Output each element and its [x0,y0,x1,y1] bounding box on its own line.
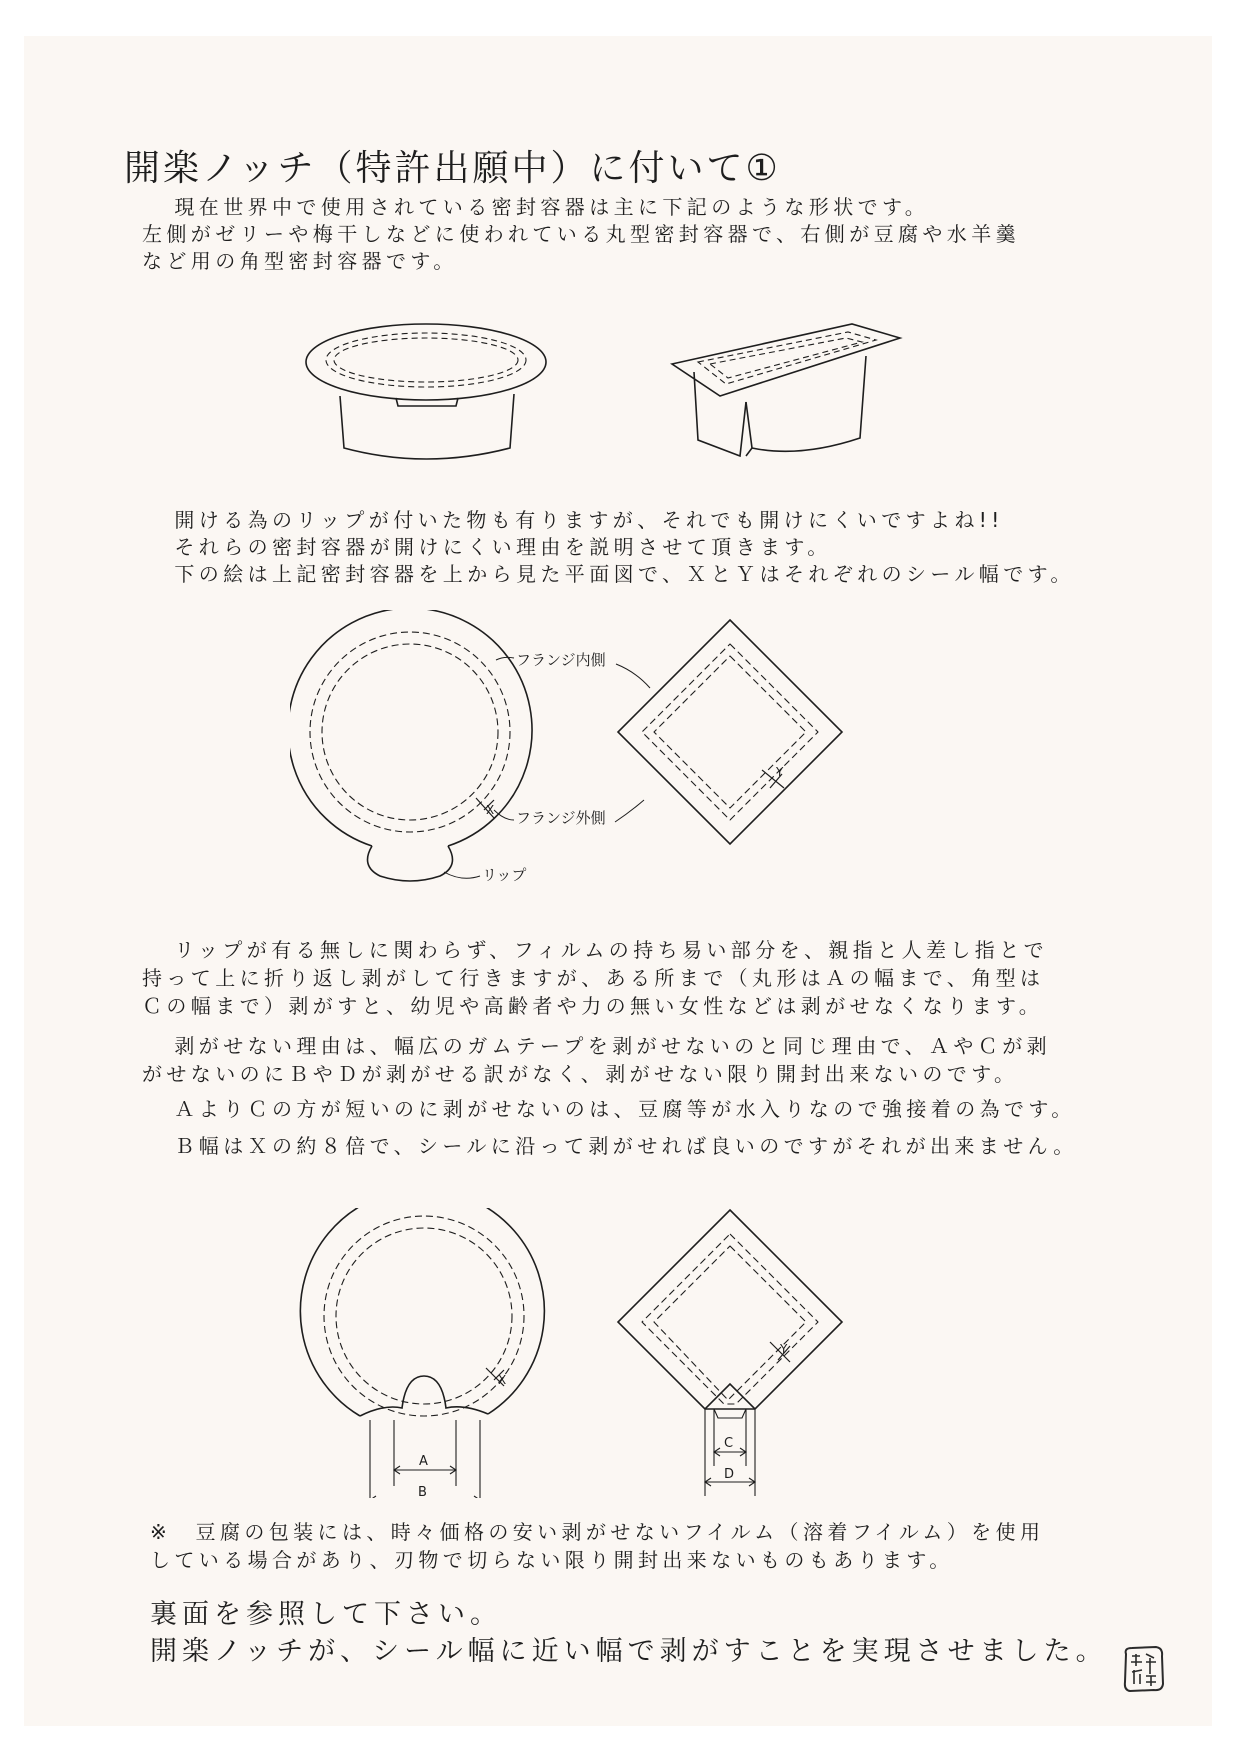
c-label: C [724,1436,734,1451]
closing-line: 開楽ノッチが、シール幅に近い幅で剥がすことを実現させました。 [150,1636,1108,1667]
explanation-line: 持って上に折り返し剥がして行きますが、ある所まで（丸形はＡの幅まで、角型は [142,966,1045,990]
a-label: A [419,1454,428,1469]
leader-lines [444,657,650,878]
reason-line: 剥がせない理由は、幅広のガムテープを剥がせないのと同じ理由で、ＡやＣが剥 [150,1034,1051,1058]
page-title: 開楽ノッチ（特許出願中）に付いて① [124,148,781,189]
reason-line: がせないのにＢやＤが剥がせる訳がなく、剥がせない限り開封出来ないのです。 [142,1062,1019,1086]
intro-line: など用の角型密封容器です。 [142,249,458,273]
y-label: Y [776,765,784,779]
container-sketch-figure [300,320,920,470]
y-label: Y [780,1342,788,1356]
lip-label: リップ [482,866,527,884]
square-container-sketch [672,324,900,456]
d-label: D [724,1467,735,1482]
closing-line: 裏面を参照して下さい。 [150,1599,502,1630]
reason-line-3: Ｂ幅はＸの約８倍で、シールに沿って剥がせれば良いのですがそれが出来ません。 [150,1134,1078,1158]
lip-paragraph [150,507,1075,588]
flange-inner-label: フランジ内側 [516,651,606,669]
intro-line: 現在世界中で使用されている密封容器は主に下記のような形状です。 [150,195,930,219]
note-line: している場合があり、刃物で切らない限り開封出来ないものもあります。 [150,1548,954,1572]
x-label: X [498,1373,507,1387]
note-line: ※ 豆腐の包装には、時々価格の安い剥がせないフイルム（溶着フイルム）を使用 [150,1520,1045,1544]
round-plan-view [290,610,532,881]
lip-line: 開ける為のリップが付いた物も有りますが、それでも開けにくいですよね!! [150,508,1004,532]
intro-line: 左側がゼリーや梅干しなどに使われている丸型密封容器で、右側が豆腐や水羊羹 [142,222,1020,246]
explanation-line: リップが有る無しに関わらず、フィルムの持ち易い部分を、親指と人差し指とで [150,938,1048,962]
flange-outer-label: フランジ外側 [516,809,606,827]
square-peel-view [618,1210,842,1496]
explanation-paragraph [142,936,1048,1020]
plan-view-figure [290,610,930,900]
closing-paragraph [150,1596,1108,1670]
square-plan-view [618,620,842,844]
x-label: X [486,803,495,817]
peel-width-figure [290,1208,930,1498]
round-container-sketch [306,324,546,459]
reason-paragraph [142,1032,1051,1088]
note-paragraph [150,1518,1044,1574]
explanation-line: Ｃの幅まで）剥がすと、幼児や高齢者や力の無い女性などは剥がせなくなります。 [142,994,1044,1018]
b-label: B [418,1485,427,1498]
seal-stamp [1120,1644,1166,1694]
reason-line-2: ＡよりＣの方が短いのに剥がせないのは、豆腐等が水入りなので強接着の為です。 [150,1097,1076,1121]
intro-paragraph [142,194,1020,275]
lip-line: 下の絵は上記密封容器を上から見た平面図で、ＸとＹはそれぞれのシール幅です。 [150,562,1075,586]
lip-line: それらの密封容器が開けにくい理由を説明させて頂きます。 [150,535,832,559]
